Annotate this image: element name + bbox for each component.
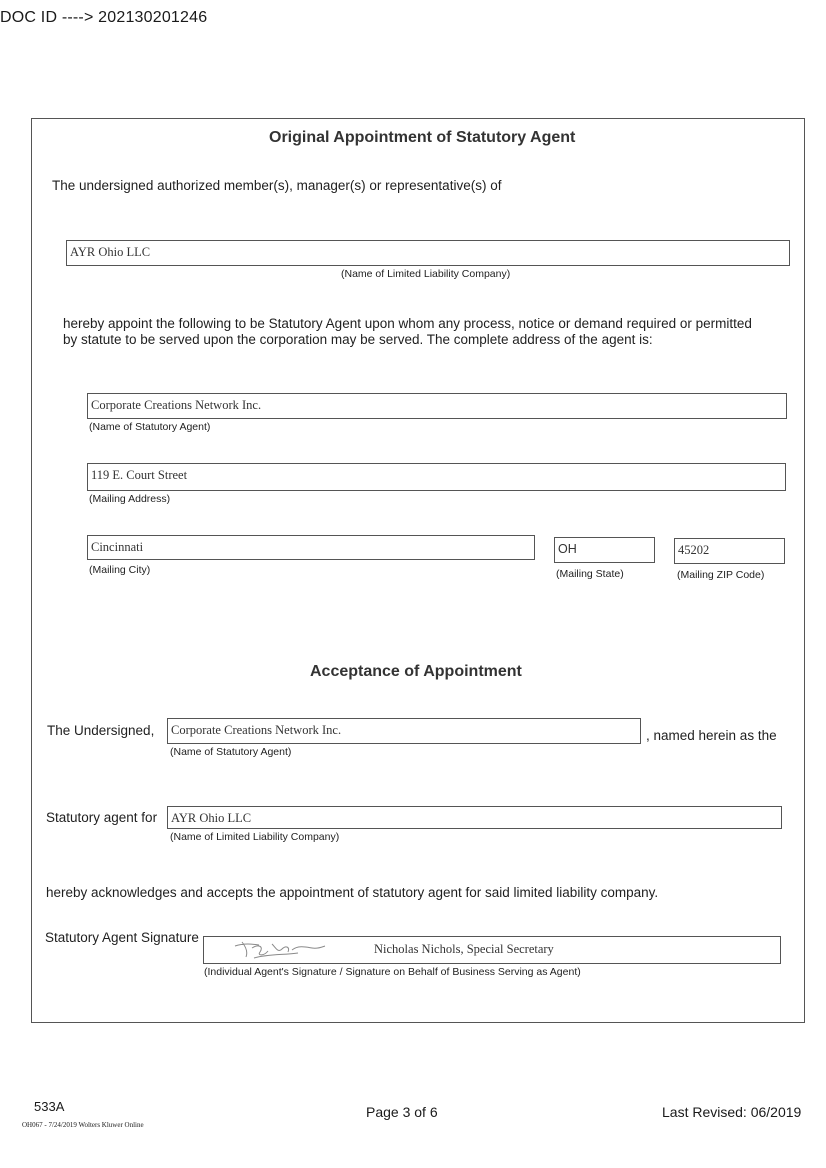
doc-id: DOC ID ----> 202130201246 bbox=[0, 9, 208, 26]
appointment-intro: The undersigned authorized member(s), manager(s) or representative(s) of bbox=[52, 178, 502, 193]
signature-name: Nicholas Nichols, Special Secretary bbox=[374, 942, 554, 956]
mailing-zip-caption: (Mailing ZIP Code) bbox=[677, 569, 765, 581]
page-number: Page 3 of 6 bbox=[366, 1104, 438, 1120]
company-name-caption: (Name of Limited Liability Company) bbox=[341, 268, 511, 280]
appointment-title: Original Appointment of Statutory Agent bbox=[269, 129, 576, 146]
form-meta: OH067 - 7/24/2019 Wolters Kluwer Online bbox=[22, 1121, 144, 1129]
undersigned-label: The Undersigned, bbox=[47, 723, 155, 738]
company-name-field[interactable]: AYR Ohio LLC bbox=[66, 240, 790, 266]
signature-label: Statutory Agent Signature bbox=[45, 930, 199, 945]
agent-name-field[interactable]: Corporate Creations Network Inc. bbox=[87, 393, 787, 419]
handwritten-signature-icon bbox=[232, 938, 328, 962]
named-suffix: , named herein as the bbox=[646, 728, 777, 743]
acceptance-company-field[interactable]: AYR Ohio LLC bbox=[167, 806, 782, 829]
acknowledge-text: hereby acknowledges and accepts the appointment of statutory agent for said limited liability company. bbox=[46, 885, 659, 900]
mailing-address-field[interactable]: 119 E. Court Street bbox=[87, 463, 786, 491]
acceptance-agent-caption: (Name of Statutory Agent) bbox=[170, 746, 292, 758]
agent-name-caption: (Name of Statutory Agent) bbox=[89, 421, 211, 433]
signature-caption: (Individual Agent's Signature / Signature on Behalf of Business Serving as Agent) bbox=[204, 966, 581, 978]
last-revised: Last Revised: 06/2019 bbox=[662, 1104, 802, 1120]
form-code: 533A bbox=[34, 1099, 65, 1114]
acceptance-title: Acceptance of Appointment bbox=[310, 663, 522, 680]
appoint-text: hereby appoint the following to be Statutory Agent upon whom any process, notice or demand required or permitted by statute to be served upon the corporation may be served. The complete address of the agent is: bbox=[63, 316, 752, 347]
agent-for-label: Statutory agent for bbox=[46, 810, 158, 825]
mailing-state-caption: (Mailing State) bbox=[556, 568, 624, 580]
mailing-city-field[interactable]: Cincinnati bbox=[87, 535, 535, 560]
mailing-zip-field[interactable]: 45202 bbox=[674, 538, 785, 564]
acceptance-company-caption: (Name of Limited Liability Company) bbox=[170, 831, 340, 843]
mailing-state-field[interactable]: OH bbox=[554, 537, 655, 563]
acceptance-agent-field[interactable]: Corporate Creations Network Inc. bbox=[167, 718, 641, 744]
signature-field[interactable] bbox=[203, 936, 781, 964]
mailing-address-caption: (Mailing Address) bbox=[89, 493, 171, 505]
mailing-city-caption: (Mailing City) bbox=[89, 564, 151, 576]
